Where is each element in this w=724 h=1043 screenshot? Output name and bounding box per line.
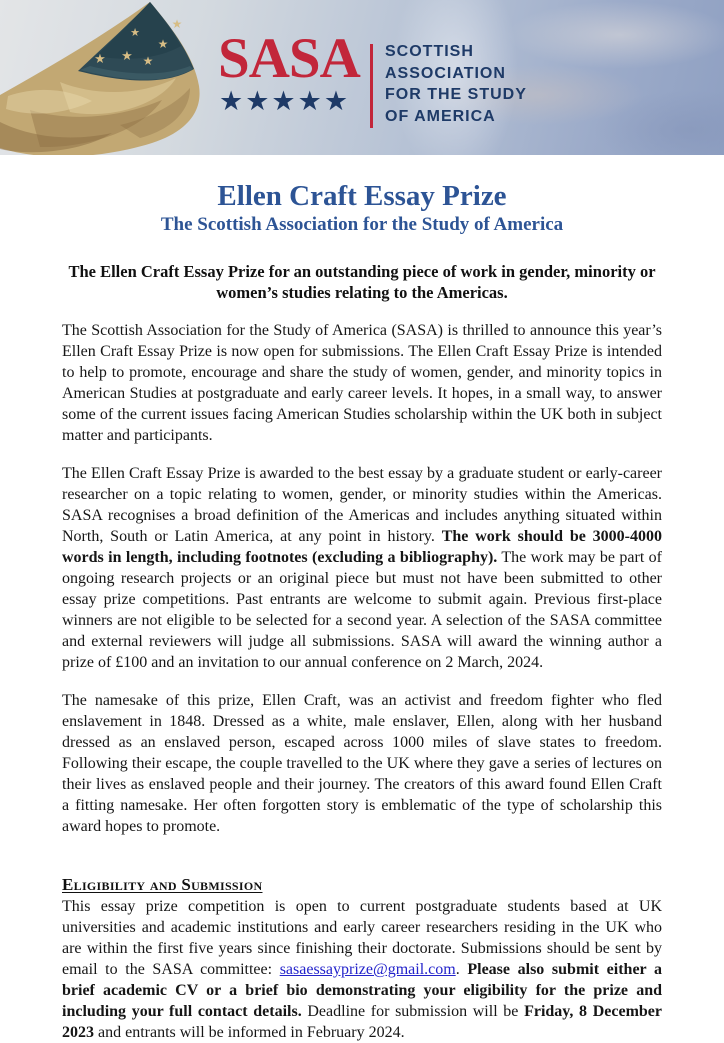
text-segment: Deadline for submission will be [301,1003,525,1021]
header-banner [0,0,724,155]
svg-text:★: ★ [130,26,140,39]
logo-org-line: ASSOCIATION [385,64,506,82]
svg-text:★: ★ [171,17,183,31]
text-segment-bold: Friday, 8 December 2023 [62,1003,663,1042]
paragraph-announcement: The Scottish Association for the Study of America (SASA) is thrilled to announce this year’s Ellen Craft Essay Prize is now open for submissions. The Ellen Craft Essay Prize is intended to help to promote, encourage and share the study of women, gender, and minority topics in American Studies at postgraduate and early career levels. It hopes, in a small way, to answer some of the current issues facing American Studies scholarship within the UK both in subject matter and participants. [62,322,662,445]
logo-stars-icon: ★★★★★ [219,86,351,117]
document-page [0,181,724,1043]
page-title: Ellen Craft Essay Prize [217,180,507,212]
svg-text:★: ★ [157,37,169,51]
svg-text:★: ★ [142,54,154,68]
svg-text:★: ★ [121,49,133,64]
text-segment: The Ellen Craft Essay Prize is awarded to the best essay by a graduate student or early-career researcher on a topic relating to women, gender, or minority studies within the Americas. SASA recognises a broad definition of the Americas and includes anything situated within North, South or Latin America, at any point in history. [62,465,662,546]
text-segment: . [455,961,468,979]
paragraph-namesake-history: The namesake of this prize, Ellen Craft, was an activist and freedom fighter who fled enslavement in 1848. Dressed as a white, male enslaver, Ellen, along with her husband dressed as an enslaved person, escaped across 1000 miles of slave states to freedom. Following their escape, the couple travelled to the UK where they gave a series of lectures on their lives as enslaved people and their journey. The creators of this award found Ellen Craft a fitting namesake. Her often forgotten story is emblematic of the type of scholarship this award hopes to promote. [62,692,662,836]
text-segment: and entrants will be informed in February 2024. [94,1024,405,1042]
logo-org-line: OF AMERICA [385,107,496,125]
paragraph-award-details [62,463,662,673]
svg-text:★: ★ [94,52,106,67]
prize-summary-statement: The Ellen Craft Essay Prize for an outstanding piece of work in gender, minority or women’s studies relating to the Americas. [68,262,656,303]
email-link[interactable]: sasaessayprize@gmail.com [279,961,456,979]
page-subtitle: The Scottish Association for the Study of America [160,214,564,236]
eligibility-section-heading: Eligibility and Submission [62,875,263,895]
text-segment-bold: The work should be 3000-4000 words in length, including footnotes (excluding a bibliography). [62,528,663,567]
logo-org-line: FOR THE STUDY [385,86,527,103]
logo-org-line: SCOTTISH [385,43,474,60]
logo-acronym: SASA [218,27,360,90]
logo-org-name [385,41,527,127]
sasa-logo [0,0,724,155]
paragraph-eligibility [62,896,662,1043]
text-segment-bold: Please also submit either a brief academic CV or a brief bio demonstrating your eligibility for the prize and including your full contact details. [62,961,663,1021]
logo-divider [370,44,373,128]
text-segment: The work may be part of ongoing research projects or an original piece but must not have been submitted to other essay prize competitions. Past entrants are welcome to submit again. Previous first-place winners are not eligible to be selected for a second year. A selection of the SASA committee and external reviewers will judge all submissions. SASA will award the winning author a prize of £100 and an invitation to our annual conference on 2 March, 2024. [62,549,662,672]
text-segment: This essay prize competition is open to current postgraduate students based at UK universities and academic institutions and early career researchers residing in the UK who are within the first five years since finishing their doctorate. Submissions should be sent by email to the SASA committee: [62,898,662,979]
